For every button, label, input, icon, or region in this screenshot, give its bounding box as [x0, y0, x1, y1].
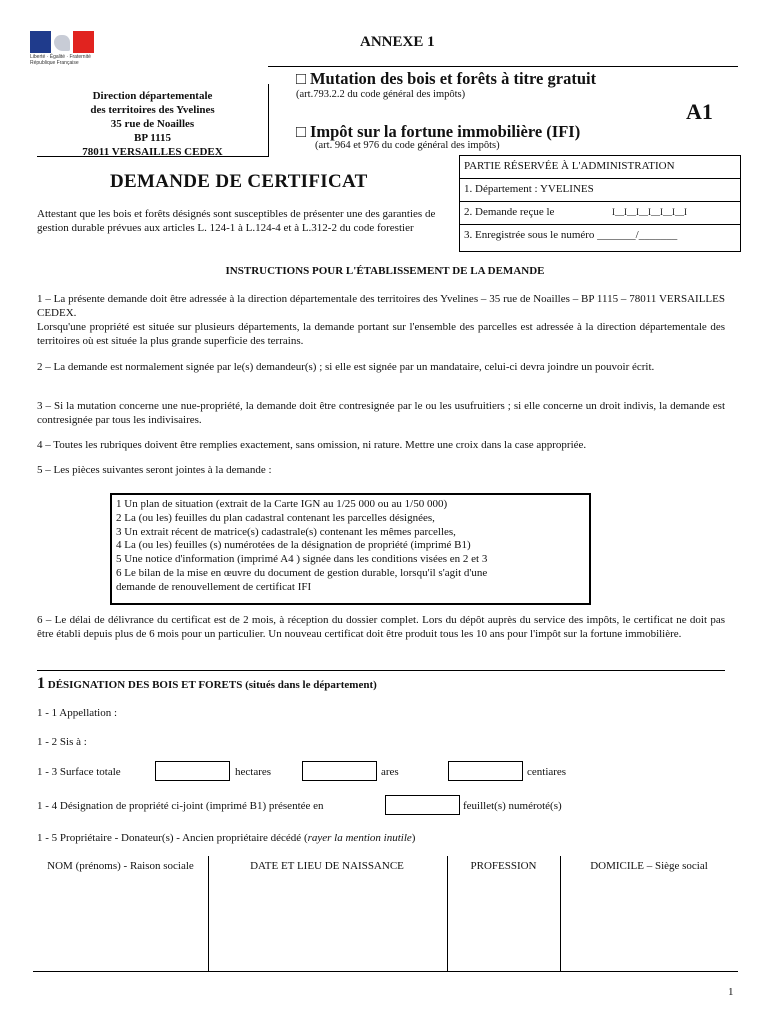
marianne-logo [30, 31, 94, 53]
instruction-3: 3 – Si la mutation concerne une nue-propriété, la demande doit être contresignée par le ou les usufruitiers ; si elle concerne un droit indivis, la demande est contresignée par tous les indivisaires. [37, 400, 725, 426]
col-header-naissance: DATE ET LIEU DE NAISSANCE [250, 860, 404, 872]
col-header-nom: NOM (prénoms) - Raison sociale [47, 860, 194, 872]
option-ifi-ref: (art. 964 et 976 du code général des impôts) [315, 140, 500, 151]
sis-label: 1 - 2 Sis à : [37, 736, 87, 748]
instruction-2: 2 – La demande est normalement signée par le(s) demandeur(s) ; si elle est signée par un mandataire, celui-ci devra joindre un pouvoir écrit. [37, 361, 655, 373]
admin-date-recue [460, 202, 740, 225]
option-checkbox[interactable]: □ [296, 69, 306, 88]
list-item: 5 Une notice d'information (imprimé A4 ) signée dans les conditions visées en 2 et 3 [116, 553, 488, 566]
section-1-title [37, 675, 377, 693]
section-divider [37, 670, 725, 671]
list-item: 4 La (ou les) feuilles (s) numérotées de la désignation de propriété (imprimé B1) [116, 539, 471, 552]
centiares-label: centiares [527, 766, 567, 778]
direction-line: 35 rue de Noailles [110, 118, 195, 130]
feuillets-label: feuillet(s) numéroté(s) [463, 800, 562, 812]
table-divider [208, 856, 209, 971]
proprietaire-text: 1 - 5 Propriétaire - Donateur(s) - Ancien propriétaire décédé ( [37, 832, 308, 844]
option-mutation[interactable] [296, 69, 596, 89]
table-divider [447, 856, 448, 971]
annexe-title: ANNEXE 1 [360, 34, 435, 50]
instruction-5: 5 – Les pièces suivantes seront jointes à la demande : [37, 464, 272, 476]
hectares-input[interactable] [155, 761, 230, 781]
instructions-title: INSTRUCTIONS POUR L'ÉTABLISSEMENT DE LA DEMANDE [225, 265, 545, 277]
attest-text: Attestant que les bois et forêts désignés sont susceptibles de présenter une des garanties de gestion durable prévues aux articles L. 124-1 à L.124-4 et à L.312-2 du code forestier [37, 208, 436, 234]
direction-line: Direction départementale [92, 90, 213, 102]
admin-departement: 1. Département : YVELINES [460, 179, 740, 202]
delai-text: 6 – Le délai de délivrance du certificat est de 2 mois, à réception du dossier complet. Lors du dépôt auprès du service des impôts, le certificat ne doit pas être établi depuis plus de 6 mois pour un particulier. Un nouveau certificat doit être produit tous les 10 ans pour l'impôt sur la fortune immobilière. [37, 614, 725, 640]
hectares-label: hectares [235, 766, 272, 778]
instruction-4: 4 – Toutes les rubriques doivent être remplies exactement, sans omission, ni rature. Mettre une croix dans la case appropriée. [37, 439, 587, 451]
logo-motto: Liberté · Égalité · Fraternité [30, 54, 91, 60]
admin-date-field[interactable]: I__I__I__I__I__I__I [612, 207, 687, 217]
ares-label: ares [381, 766, 399, 778]
appellation-label: 1 - 1 Appellation : [37, 707, 118, 719]
form-code: A1 [686, 99, 713, 124]
header-rule [268, 66, 738, 67]
pieces-list [110, 493, 591, 605]
option-mutation-label: Mutation des bois et forêts à titre gratuit [309, 69, 597, 88]
proprietaire-label [37, 831, 415, 845]
list-item: 1 Un plan de situation (extrait de la Carte IGN au 1/25 000 ou au 1/50 000) [116, 498, 448, 510]
proprietaire-close: ) [411, 832, 416, 844]
instruction-1b: Lorsqu'une propriété est située sur plusieurs départements, la demande portant sur l'ensemble des parcelles est adressée à la direction départementale des territoires où est située la plus grande superficie des terrains. [37, 321, 725, 347]
page-title: DEMANDE DE CERTIFICAT [110, 171, 368, 192]
list-item: demande de renouvellement de certificat IFI [116, 580, 312, 593]
footer-rule [33, 971, 738, 972]
direction-line: BP 1115 [134, 132, 171, 144]
table-divider [560, 856, 561, 971]
option-ifi-label: Impôt sur la fortune immobilière (IFI) [309, 122, 581, 141]
option-checkbox[interactable]: □ [296, 122, 306, 141]
logo-republic: République Française [30, 60, 79, 66]
col-header-domicile: DOMICILE – Siège social [590, 860, 708, 872]
feuillets-input[interactable] [385, 795, 460, 815]
admin-header: PARTIE RÉSERVÉE À L'ADMINISTRATION [460, 156, 740, 179]
direction-line: 78011 VERSAILLES CEDEX [82, 146, 223, 158]
section-number: 1 [37, 675, 45, 692]
instruction-1: 1 – La présente demande doit être adressée à la direction départementale des territoires des Yvelines – 35 rue de Noailles – BP 1115 – 78011 VERSAILLES CEDEX. [37, 293, 725, 319]
surface-label: 1 - 3 Surface totale [37, 766, 121, 778]
admin-enregistree[interactable]: 3. Enregistrée sous le numéro _______/_______ [464, 229, 678, 241]
direction-address [37, 84, 269, 157]
option-mutation-ref: (art.793.2.2 du code général des impôts) [296, 89, 466, 100]
list-item: 3 Un extrait récent de matrice(s) cadastrale(s) contenant les mêmes parcelles, [116, 525, 456, 538]
direction-line: des territoires des Yvelines [90, 104, 215, 116]
col-header-profession: PROFESSION [470, 860, 537, 872]
logo-caption [30, 54, 100, 66]
list-item: 2 La (ou les) feuilles du plan cadastral contenant les parcelles désignées, [116, 511, 435, 524]
admin-reserved-box [459, 155, 741, 252]
admin-date-label: 2. Demande reçue le [464, 206, 555, 218]
ares-input[interactable] [302, 761, 377, 781]
centiares-input[interactable] [448, 761, 523, 781]
page-number: 1 [728, 986, 734, 998]
list-item: 6 Le bilan de la mise en œuvre du document de gestion durable, lorsqu'il s'agit d'une [116, 566, 488, 579]
proprietaire-note: rayer la mention inutile [307, 832, 412, 844]
option-ifi[interactable] [296, 122, 580, 142]
section-title-text: DÉSIGNATION DES BOIS ET FORETS (situés dans le département) [47, 679, 377, 691]
designation-label: 1 - 4 Désignation de propriété ci-joint (imprimé B1) présentée en [37, 800, 324, 812]
